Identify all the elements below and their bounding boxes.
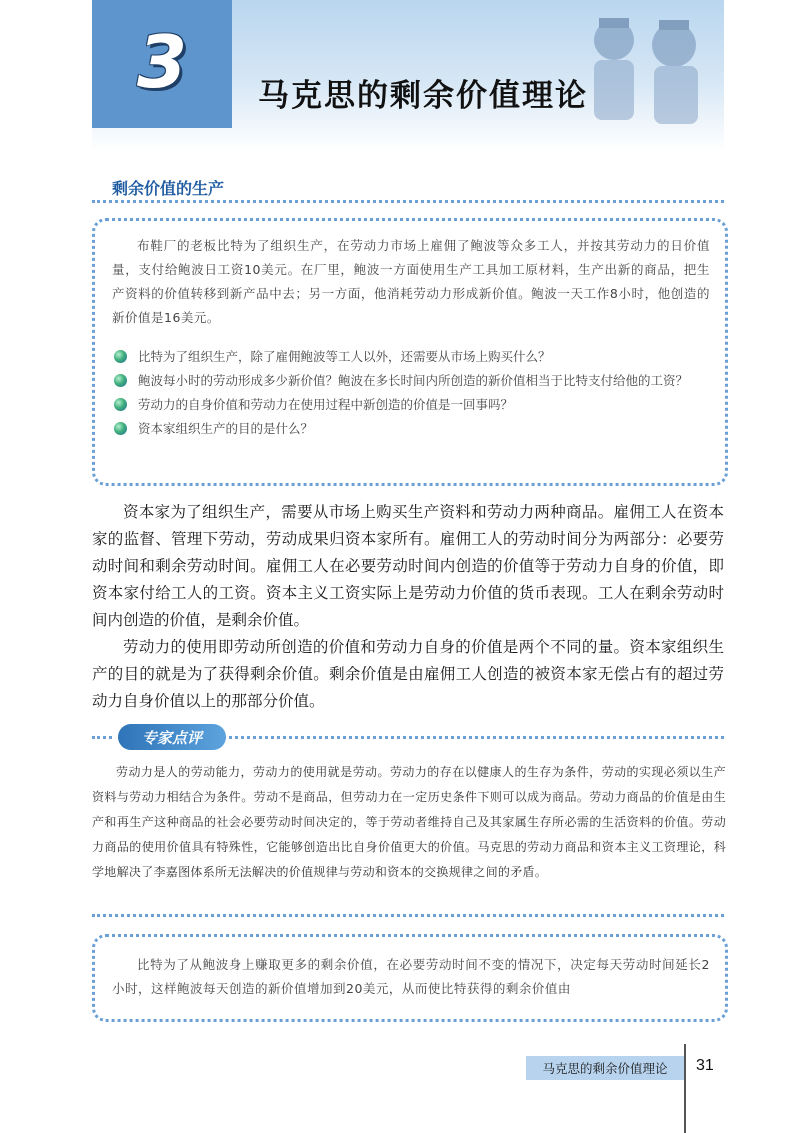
question-item	[112, 369, 710, 393]
question-text: 劳动力的自身价值和劳动力在使用过程中新创造的价值是一回事吗？	[138, 397, 514, 412]
chapter-number-box	[92, 0, 232, 128]
question-item	[112, 417, 710, 441]
running-footer-label: 马克思的剩余价值理论	[542, 1061, 668, 1076]
case-text-2: 比特为了从鲍波身上赚取更多的剩余价值，在必要劳动时间不变的情况下，决定每天劳动时间延长2小时，这样鲍波每天创造的新价值增加到20美元，从而使比特获得的剩余价值由	[112, 957, 710, 996]
chapter-title: 马克思的剩余价值理论	[258, 78, 588, 114]
running-footer-tag	[526, 1056, 684, 1080]
footer-rule	[684, 1044, 686, 1133]
section-divider	[92, 200, 724, 203]
question-text: 比特为了组织生产，除了雇佣鲍波等工人以外，还需要从市场上购买什么？	[138, 349, 551, 364]
body-paragraph: 资本家为了组织生产，需要从市场上购买生产资料和劳动力两种商品。雇佣工人在资本家的监督、管理下劳动，劳动成果归资本家所有。雇佣工人的劳动时间分为两部分：必要劳动时间和剩余劳动时间。雇佣工人在必要劳动时间内创造的价值等于劳动力自身的价值，即资本家付给工人的工资。资本主义工资实际上是劳动力价值的货币表现。工人在剩余劳动时间内创造的价值，是剩余价值。	[92, 503, 724, 629]
bullet-icon	[114, 422, 127, 435]
bullet-icon	[114, 398, 127, 411]
chapter-number: 3	[136, 20, 188, 104]
body-paragraph: 劳动力的使用即劳动所创造的价值和劳动力自身的价值是两个不同的量。资本家组织生产的目的就是为了获得剩余价值。剩余价值是由雇佣工人创造的被资本家无偿占有的超过劳动力自身价值以上的那部分价值。	[92, 638, 724, 710]
bullet-icon	[114, 374, 127, 387]
case-text: 布鞋厂的老板比特为了组织生产，在劳动力市场上雇佣了鲍波等众多工人，并按其劳动力的日价值量，支付给鲍波日工资10美元。在厂里，鲍波一方面使用生产工具加工原材料，生产出新的商品，把生产资料的价值转移到新产品中去；另一方面，他消耗劳动力形成新价值。鲍波一天工作8小时，他创造的新价值是16美元。	[112, 238, 710, 325]
bullet-icon	[114, 350, 127, 363]
question-text: 资本家组织生产的目的是什么？	[138, 421, 314, 436]
expert-label: 专家点评	[141, 729, 202, 747]
question-text: 鲍波每小时的劳动形成多少新价值？鲍波在多长时间内所创造的新价值相当于比特支付给他的工资？	[138, 373, 689, 388]
page-number: 31	[696, 1057, 714, 1074]
question-item	[112, 345, 710, 369]
expert-text: 劳动力是人的劳动能力，劳动力的使用就是劳动。劳动力的存在以健康人的生存为条件，劳动的实现必须以生产资料与劳动力相结合为条件。劳动不是商品，但劳动力在一定历史条件下则可以成为商品。劳动力商品的价值是由生产和再生产这种商品的社会必要劳动时间决定的，等于劳动者维持自己及其家属生存所必需的生活资料的价值。劳动力商品的使用价值具有特殊性，它能够创造出比自身价值更大的价值。马克思的劳动力商品和资本主义工资理论，科学地解决了李嘉图体系所无法解决的价值规律与劳动和资本的交换规律之间的矛盾。	[92, 765, 726, 879]
expert-divider-bottom	[92, 914, 724, 917]
expert-badge	[118, 724, 226, 750]
question-item	[112, 393, 710, 417]
section-title: 剩余价值的生产	[112, 179, 225, 198]
question-list	[112, 345, 710, 441]
